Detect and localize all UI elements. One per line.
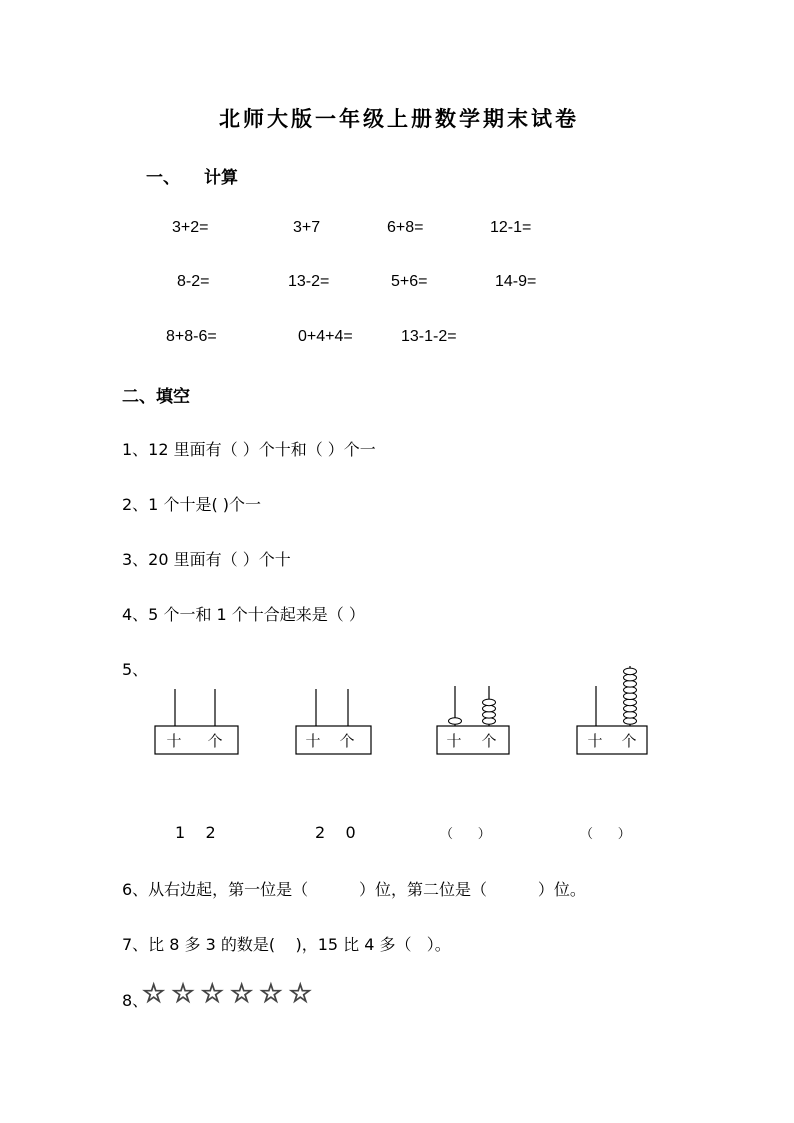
abacus-answer-4: （ ） [580,827,631,842]
question-8-label: 8、 [122,991,149,1010]
abacus-bead [449,718,462,725]
star-icon: ☆ [200,979,224,1009]
abacus-answer-2: 2 0 [315,823,356,842]
calc-item: 3+2= [172,219,209,236]
calc-item: 8-2= [177,273,210,290]
question-1: 1、12 里面有（ ）个十和（ ）个一 [122,440,376,459]
ones-label: 个 [339,732,355,750]
abacus-bead [624,687,637,694]
abacus-bead [624,699,637,706]
star-icon: ☆ [288,979,312,1009]
abacus-bead [483,718,496,725]
abacus-bead [624,705,637,712]
star-icon: ☆ [171,979,195,1009]
section2-title: 二、填空 [122,387,190,407]
tens-label: 十 [166,732,182,750]
calc-item: 13-1-2= [401,328,457,345]
abacus-bead [624,674,637,681]
calc-item: 6+8= [387,219,424,236]
question-5-label: 5、 [122,660,149,679]
abacus-1 [155,689,238,754]
star-icon: ☆ [229,979,254,1009]
abacus-bead [483,712,496,719]
abacus-bead [624,693,637,700]
calc-item: 5+6= [391,273,428,290]
abacus-3 [437,686,509,754]
question-4: 4、5 个一和 1 个十合起来是（ ） [122,605,365,624]
abacus-bead [624,718,637,725]
abacus-bead [483,699,496,706]
abacus-2 [296,689,371,754]
question-3: 3、20 里面有（ ）个十 [122,550,291,569]
abacus-bead [624,681,637,688]
star-icon: ☆ [142,979,166,1009]
abacus-4 [577,666,647,754]
abacus-answer-3: （ ） [440,827,491,842]
question-6: 6、从右边起，第一位是（ ）位，第二位是（ ）位。 [122,880,586,899]
section1-title: 计算 [204,168,238,188]
ones-label: 个 [621,732,637,750]
tens-label: 十 [446,732,462,750]
abacus-answer-1: 1 2 [175,823,216,842]
abacus-diagrams [0,660,794,770]
ones-label: 个 [481,732,497,750]
calc-item: 14-9= [495,273,537,290]
ones-label: 个 [207,732,223,750]
abacus-bead [483,705,496,712]
calc-item: 12-1= [490,219,532,236]
calc-item: 8+8-6= [166,328,217,345]
star-row [142,979,312,1009]
calc-item: 0+4+4= [298,328,353,345]
question-2: 2、1 个十是( )个一 [122,495,262,514]
question-7: 7、比 8 多 3 的数是( )，15 比 4 多（ ）。 [122,935,451,954]
tens-label: 十 [587,732,603,750]
calc-item: 3+7 [293,219,321,236]
star-icon: ☆ [259,979,283,1009]
section1-number: 一、 [146,168,180,188]
page-title: 北师大版一年级上册数学期末试卷 [219,106,579,131]
abacus-bead [624,712,637,719]
abacus-bead [624,668,637,675]
calc-item: 13-2= [288,273,330,290]
tens-label: 十 [305,732,321,750]
